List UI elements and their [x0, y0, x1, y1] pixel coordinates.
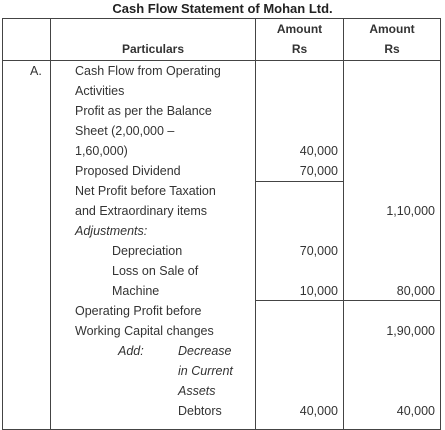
particulars-header: Particulars — [121, 42, 185, 56]
row-label: Add: — [118, 344, 144, 358]
amount-cell: 10,000 — [299, 284, 338, 298]
row-label: Sheet (2,00,000 – — [75, 124, 175, 138]
amount-cell: 70,000 — [299, 164, 338, 178]
row-label: Adjustments: — [75, 224, 148, 238]
amount-cell: 40,000 — [299, 404, 338, 418]
row-label: 1,60,000) — [75, 144, 128, 158]
column-divider — [50, 19, 51, 429]
row-label: Working Capital changes — [75, 324, 214, 338]
cash-flow-table — [2, 18, 441, 430]
row-label: Profit as per the Balance — [75, 104, 212, 118]
row-label: Operating Profit before — [75, 304, 202, 318]
row-label: Proposed Dividend — [75, 164, 181, 178]
column-divider — [343, 19, 344, 429]
total-cell: 40,000 — [396, 404, 435, 418]
total-cell: 1,10,000 — [386, 204, 435, 218]
total-cell: 1,90,000 — [386, 324, 435, 338]
header-divider — [3, 60, 440, 61]
row-label: Net Profit before Taxation — [75, 184, 216, 198]
amount-header-top: Amount — [276, 22, 323, 36]
column-divider — [255, 19, 256, 429]
row-label: Depreciation — [112, 244, 183, 258]
section-heading: Cash Flow from Operating — [75, 64, 221, 78]
amount-cell: 70,000 — [299, 244, 338, 258]
amount-header-unit: Rs — [384, 42, 400, 56]
row-label: Debtors — [178, 404, 222, 418]
row-label: Loss on Sale of — [112, 264, 199, 278]
row-label: Decrease — [178, 344, 232, 358]
row-label: in Current — [178, 364, 233, 378]
amount-header-unit: Rs — [291, 42, 308, 56]
amount-header-top: Amount — [369, 22, 415, 36]
section-heading: Activities — [75, 84, 125, 98]
total-cell: 80,000 — [396, 284, 435, 298]
amount-cell: 40,000 — [299, 144, 338, 158]
row-label: and Extraordinary items — [75, 204, 208, 218]
row-label: Machine — [112, 284, 160, 298]
row-label: Assets — [178, 384, 216, 398]
section-label: A. — [30, 64, 42, 78]
subtotal-rule — [255, 181, 344, 182]
statement-title: Cash Flow Statement of Mohan Ltd. — [112, 1, 333, 16]
